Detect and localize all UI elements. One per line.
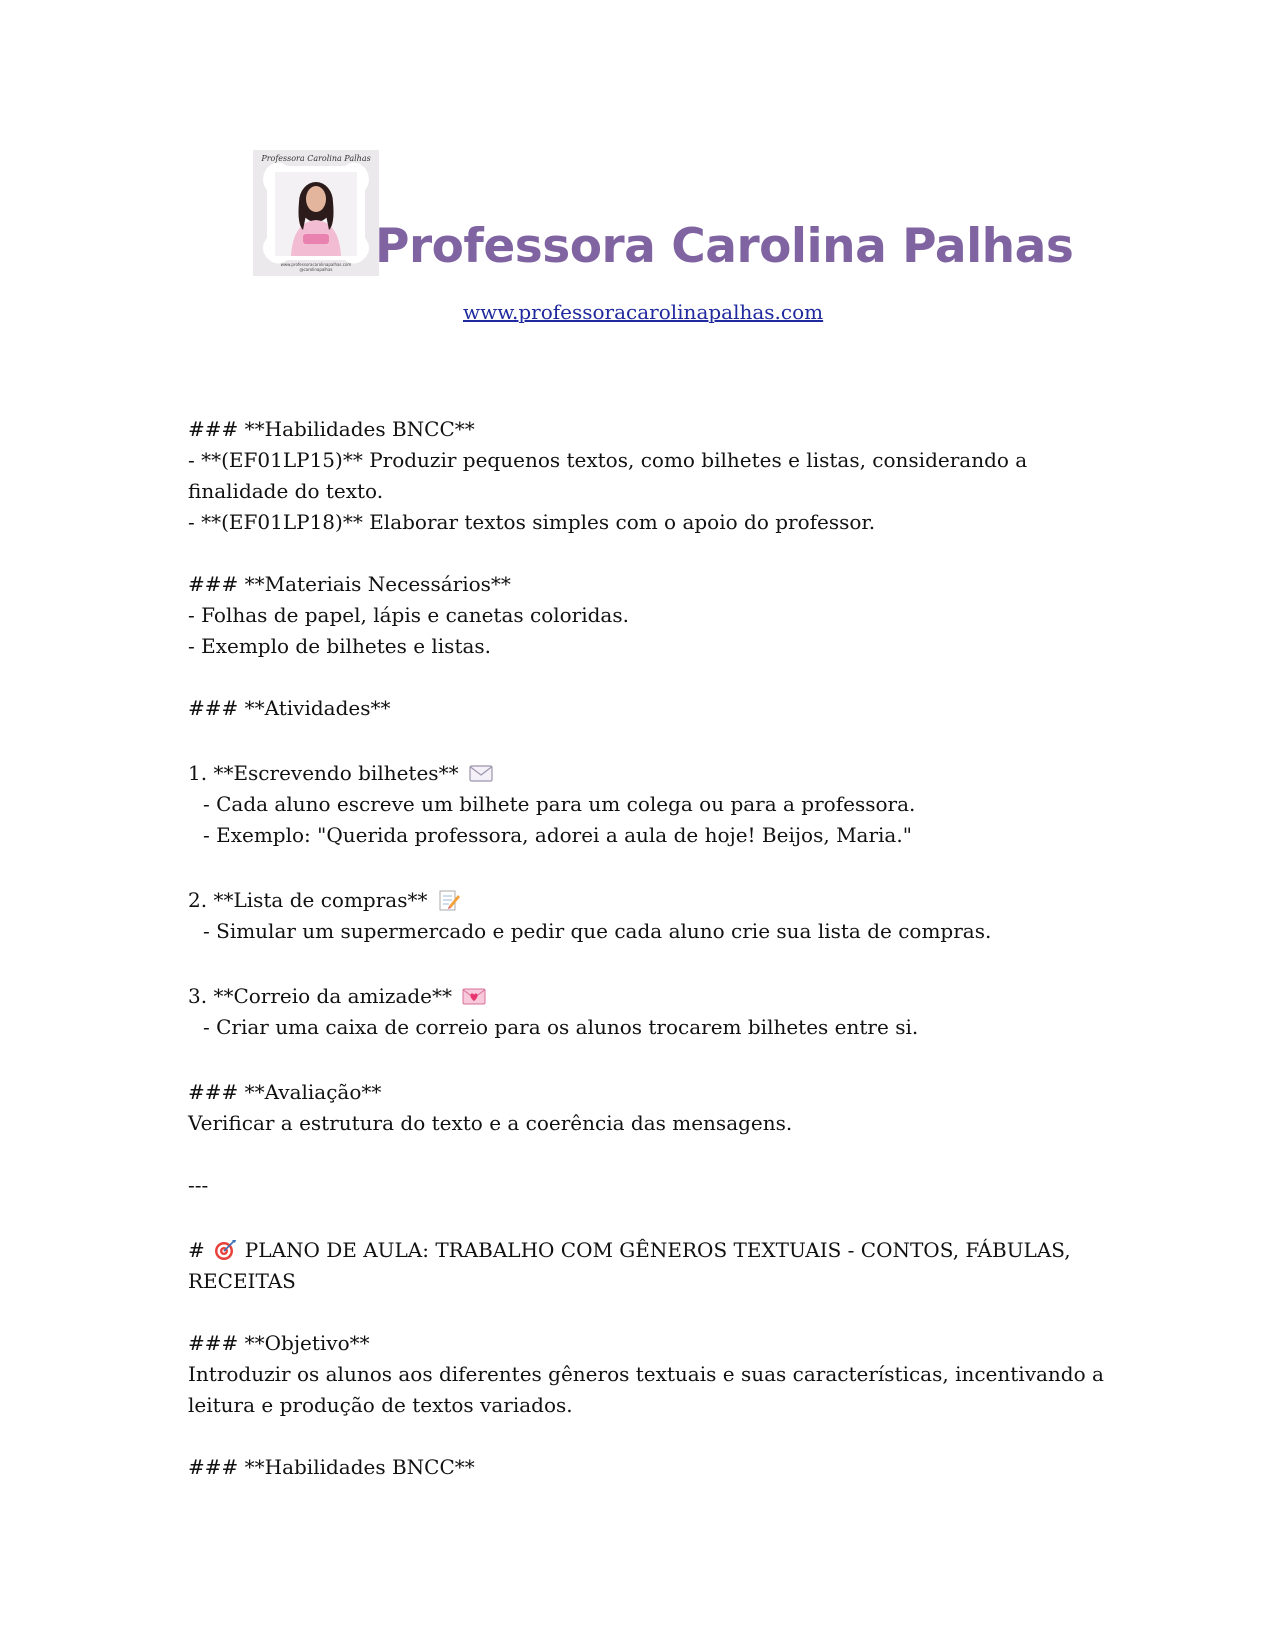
- plan-title-prefix: #: [188, 1238, 205, 1262]
- plan-title-text: PLANO DE AULA: TRABALHO COM GÊNEROS TEXTUAIS - CONTOS, FÁBULAS,: [244, 1238, 1071, 1262]
- logo-footer-handle: @carolinapalhas: [299, 267, 333, 272]
- plan-title-continued: RECEITAS: [188, 1269, 296, 1293]
- section-heading-objetivo: ### **Objetivo**: [188, 1331, 370, 1355]
- section-heading-avaliacao: ### **Avaliação**: [188, 1080, 382, 1104]
- love-letter-icon: [462, 985, 486, 1007]
- activity-detail: - Simular um supermercado e pedir que cada aluno crie sua lista de compras.: [203, 919, 992, 943]
- section-heading-materiais: ### **Materiais Necessários**: [188, 572, 511, 596]
- activity-title: [188, 981, 1088, 1012]
- horizontal-divider: ---: [188, 1173, 209, 1197]
- brand-title: Professora Carolina Palhas: [375, 219, 1074, 274]
- materials-item: - Folhas de papel, lápis e canetas coloridas.: [188, 603, 629, 627]
- bncc-item-ef01lp15-continued: finalidade do texto.: [188, 479, 384, 503]
- lesson-plan-content: [188, 414, 1104, 1483]
- activity-detail: - Exemplo: "Querida professora, adorei a aula de hoje! Beijos, Maria.": [203, 823, 912, 847]
- activity-title-text: 1. **Escrevendo bilhetes**: [188, 761, 459, 785]
- activity-detail: - Criar uma caixa de correio para os alunos trocarem bilhetes entre si.: [203, 1015, 919, 1039]
- target-icon: [213, 1239, 237, 1261]
- memo-icon: [437, 889, 461, 911]
- materials-item: - Exemplo de bilhetes e listas.: [188, 634, 492, 658]
- bncc-item-ef01lp15: - **(EF01LP15)** Produzir pequenos textos, como bilhetes e listas, considerando a: [188, 448, 1028, 472]
- activity-title: [188, 758, 1088, 789]
- objetivo-text-continued: leitura e produção de textos variados.: [188, 1393, 573, 1417]
- profile-photo-icon: [253, 150, 379, 276]
- activity-title-text: 2. **Lista de compras**: [188, 888, 428, 912]
- section-heading-habilidades-2: ### **Habilidades BNCC**: [188, 1455, 475, 1479]
- activity-title: [188, 885, 1088, 916]
- section-heading-atividades: ### **Atividades**: [188, 696, 391, 720]
- section-heading-habilidades: ### **Habilidades BNCC**: [188, 417, 475, 441]
- objetivo-text: Introduzir os alunos aos diferentes gêneros textuais e suas características, incentivando a: [188, 1362, 1104, 1386]
- activity-title-text: 3. **Correio da amizade**: [188, 984, 453, 1008]
- avaliacao-text: Verificar a estrutura do texto e a coerência das mensagens.: [188, 1111, 793, 1135]
- logo-caption: Professora Carolina Palhas: [261, 154, 371, 163]
- plan-title: [188, 1235, 1088, 1266]
- bncc-item-ef01lp18: - **(EF01LP18)** Elaborar textos simples com o apoio do professor.: [188, 510, 876, 534]
- website-link[interactable]: www.professoracarolinapalhas.com: [463, 300, 824, 324]
- logo-footer: [253, 262, 379, 272]
- profile-logo: [253, 150, 379, 276]
- activity-detail: - Cada aluno escreve um bilhete para um colega ou para a professora.: [203, 792, 916, 816]
- logo-footer-website: www.professoracarolinapalhas.com: [280, 262, 352, 267]
- envelope-icon: [469, 762, 493, 784]
